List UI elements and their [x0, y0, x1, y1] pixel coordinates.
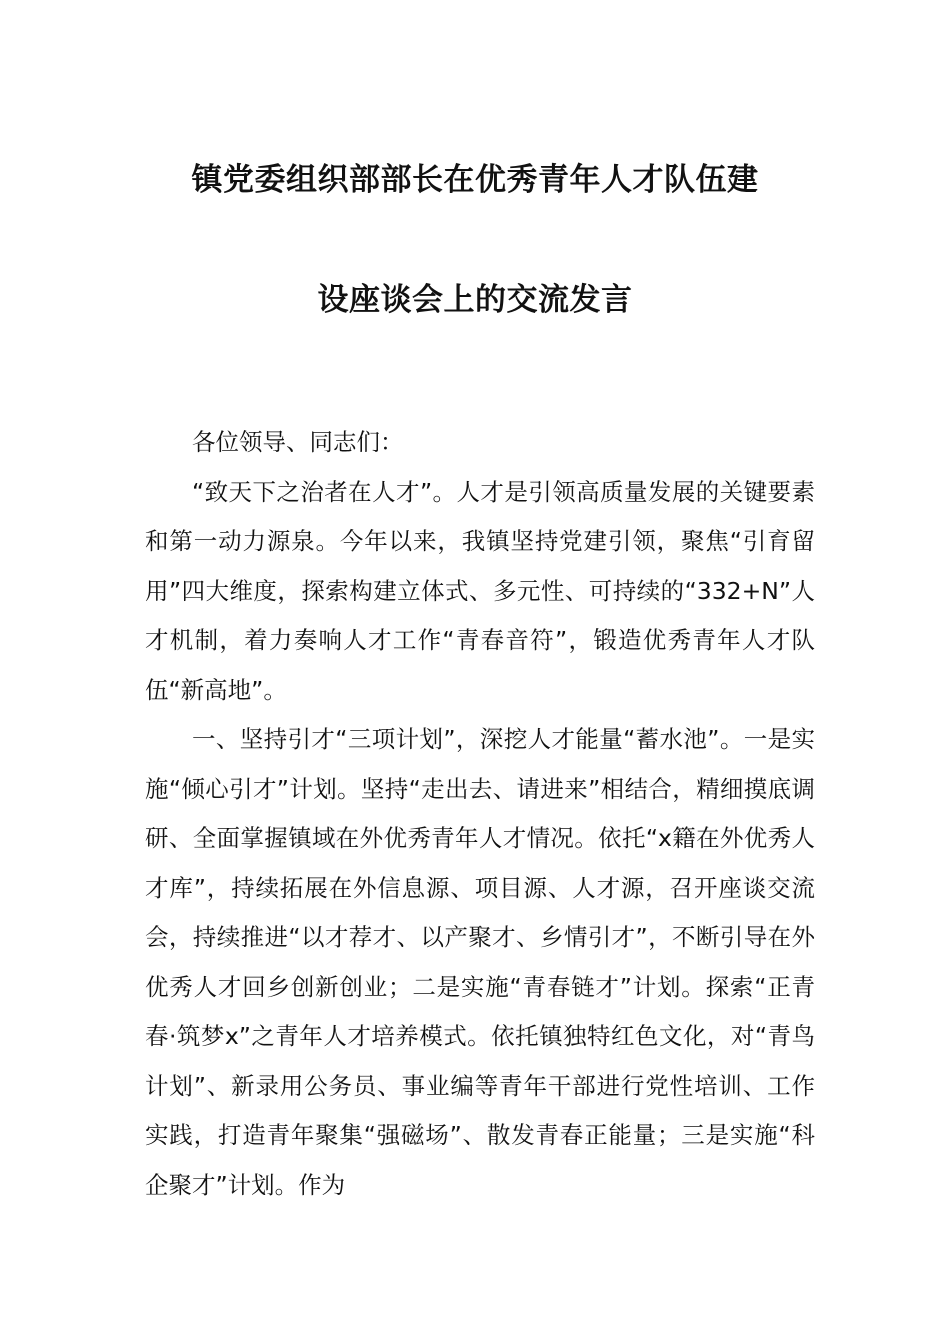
- document-title-line-1: 镇党委组织部部长在优秀青年人才队伍建: [191, 162, 759, 198]
- document-body: [145, 418, 815, 1210]
- section-one-paragraph: 一、坚持引才“三项计划”，深挖人才能量“蓄水池”。一是实施“倾心引才”计划。坚持“走出去、请进来”相结合，精细摸底调研、全面掌握镇域在外优秀青年人才情况。依托“x籍在外优秀人才库”，持续拓展在外信息源、项目源、人才源，召开座谈交流会，持续推进“以才荐才、以产聚才、乡情引才”，不断引导在外优秀人才回乡创新创业；二是实施“青春链才”计划。探索“正青春·筑梦x”之青年人才培养模式。依托镇独特红色文化，对“青鸟计划”、新录用公务员、事业编等青年干部进行党性培训、工作实践，打造青年聚集“强磁场”、散发青春正能量；三是实施“科企聚才”计划。作为: [145, 725, 815, 1199]
- document-title-line-2: 设座谈会上的交流发言: [317, 282, 633, 318]
- intro-paragraph: “致天下之治者在人才”。人才是引领高质量发展的关键要素和第一动力源泉。今年以来，我镇坚持党建引领，聚焦“引育留用”四大维度，探索构建立体式、多元性、可持续的“332+N”人才机制，着力奏响人才工作“青春音符”，锻造优秀青年人才队伍“新高地”。: [145, 477, 815, 704]
- salutation-paragraph: 各位领导、同志们：: [192, 428, 404, 456]
